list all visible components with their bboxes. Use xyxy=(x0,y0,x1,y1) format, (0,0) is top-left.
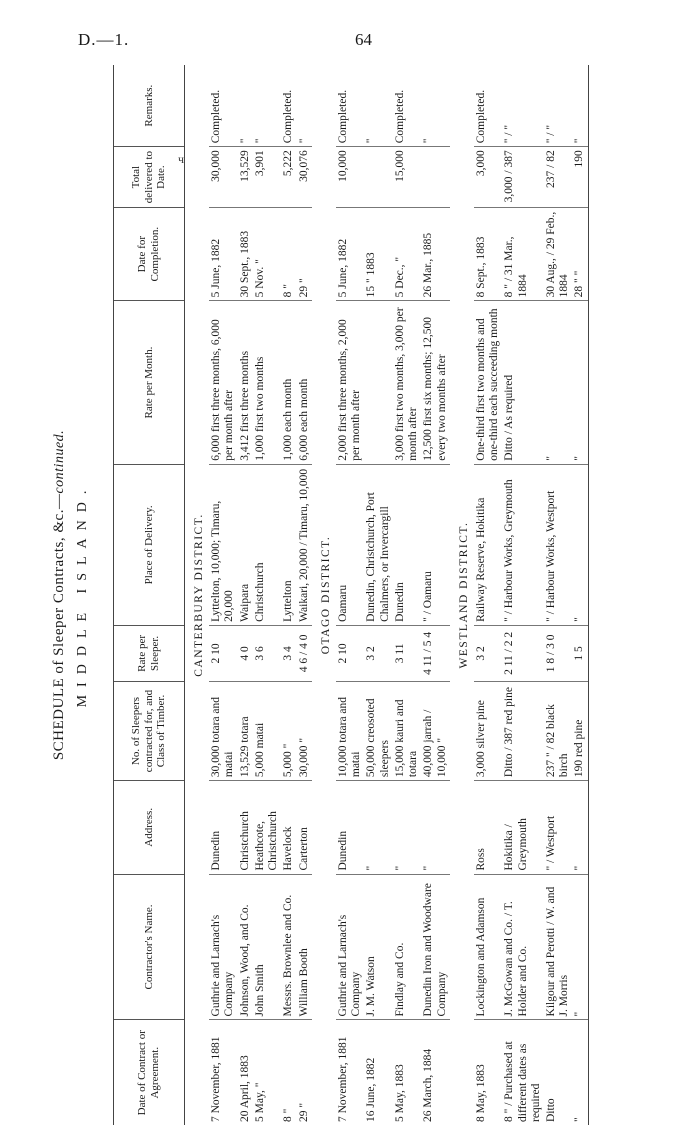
schedule-title-text: SCHEDULE of Sleeper Contracts, &c.— xyxy=(51,493,67,761)
contractor-cell: J. M. Watson xyxy=(364,874,392,1020)
column-header: Rate per Sleeper. xyxy=(114,625,185,681)
schedule-title-suffix: continued. xyxy=(52,429,67,494)
header-row xyxy=(114,65,185,1125)
monthly-rate-cell: " xyxy=(544,301,572,464)
sleepers-cell: 50,000 creosoted sleepers xyxy=(364,681,392,780)
delivery-cell: Lyttelton xyxy=(281,464,296,625)
monthly-rate-cell: 12,500 first six months; 12,500 every two months after xyxy=(421,301,449,464)
contractor-cell: Johnson, Wood, and Co. xyxy=(238,874,253,1020)
date-cell: 7 November, 1881 xyxy=(336,1036,349,1122)
delivery-cell: " / Harbour Works, Westport xyxy=(544,464,572,625)
total-cell: 3,901 xyxy=(253,147,281,208)
table-row xyxy=(253,65,281,1125)
table-row xyxy=(474,65,502,1125)
address-cell: Dunedin xyxy=(336,781,364,874)
sleeper-contracts-table xyxy=(113,65,589,1125)
address-cell: Dunedin xyxy=(209,781,237,874)
sleepers-cell: Ditto / 387 red pine xyxy=(502,681,544,780)
completion-cell: 8 " / 31 Mar., 1884 xyxy=(502,207,544,300)
rate-cell: 3 4 xyxy=(281,625,296,681)
column-header: Address. xyxy=(114,781,185,874)
rate-cell: 1 5 xyxy=(572,625,588,681)
monthly-rate-cell: 1,000 each month xyxy=(281,301,296,464)
remarks-cell: Completed. xyxy=(393,65,421,147)
address-cell: Ross xyxy=(474,781,502,874)
sleepers-cell: 5,000 matai xyxy=(253,681,281,780)
remarks-cell: " xyxy=(297,65,312,147)
column-header: Rate per Month. xyxy=(114,301,185,464)
delivery-cell: Waipara xyxy=(238,464,253,625)
sleepers-cell: 13,529 totara xyxy=(238,681,253,780)
remarks-cell: Completed. xyxy=(336,65,364,147)
sleepers-cell: 190 red pine xyxy=(572,681,588,780)
total-cell: 3,000 xyxy=(474,147,502,208)
date-cell: 20 April, 1883 xyxy=(238,1055,251,1122)
table-row xyxy=(364,65,392,1125)
remarks-cell: " / " xyxy=(544,65,572,147)
monthly-rate-cell: " xyxy=(572,301,588,464)
total-cell: 190 xyxy=(572,147,588,208)
sleepers-cell: 30,000 " xyxy=(297,681,312,780)
monthly-rate-cell: 6,000 each month xyxy=(297,301,312,464)
district-heading: WESTLAND DISTRICT. xyxy=(457,521,470,669)
contractor-cell: Messrs. Brownlee and Co. xyxy=(281,874,296,1020)
table-row xyxy=(238,65,253,1125)
delivery-cell: " / Oamaru xyxy=(421,464,449,625)
address-cell: Carterton xyxy=(297,781,312,874)
column-header: Date of Contract or Agreement. xyxy=(114,1020,185,1125)
remarks-cell: Completed. xyxy=(474,65,502,147)
total-cell: 15,000 xyxy=(393,147,421,208)
completion-cell: 30 Sept., 1883 xyxy=(238,207,253,300)
address-cell: Heathcote, Christchurch xyxy=(253,781,281,874)
completion-cell: 8 Sept., 1883 xyxy=(474,207,502,300)
address-cell: " xyxy=(421,781,449,874)
district-heading: CANTERBURY DISTRICT. xyxy=(193,513,205,677)
sleepers-cell: 15,000 kauri and totara xyxy=(393,681,421,780)
column-header: Remarks. xyxy=(114,65,185,147)
column-header: Total delivered to Date. xyxy=(114,147,185,208)
sleepers-cell: 3,000 silver pine xyxy=(474,681,502,780)
delivery-cell: Dunedin xyxy=(393,464,421,625)
delivery-cell: Lyttelton, 10,000; Timaru, 20,000 xyxy=(209,464,237,625)
sleepers-cell: 5,000 " xyxy=(281,681,296,780)
rate-cell: 4 6 / 4 0 xyxy=(297,625,312,681)
rate-cell: 3 11 xyxy=(393,625,421,681)
sleepers-cell: 10,000 totara and matai xyxy=(336,681,364,780)
column-header: No. of Sleepers contracted for, and Class of Timber. xyxy=(114,681,185,780)
column-header: Contractor's Name. xyxy=(114,874,185,1020)
contractor-cell: Dunedin Iron and Woodware Company xyxy=(421,874,449,1020)
address-cell: " xyxy=(572,781,588,874)
table-row xyxy=(393,65,421,1125)
page-reference: D.—1. xyxy=(78,30,130,49)
delivery-cell: Christchurch xyxy=(253,464,281,625)
address-cell: Christchurch xyxy=(238,781,253,874)
date-cell: 8 May, 1883 xyxy=(474,1064,487,1122)
island-heading: MIDDLE ISLAND. xyxy=(75,482,90,708)
completion-cell: 30 Aug., / 29 Feb., 1884 xyxy=(544,207,572,300)
remarks-cell: Completed. xyxy=(209,65,237,147)
rate-cell: 3 2 xyxy=(474,625,502,681)
total-cell: 237 / 82 xyxy=(544,147,572,208)
address-cell: " xyxy=(393,781,421,874)
contractor-cell: Findlay and Co. xyxy=(393,874,421,1020)
total-cell: 5,222 xyxy=(281,147,296,208)
table-row xyxy=(297,65,312,1125)
completion-cell: 15 " 1883 xyxy=(364,207,392,300)
completion-cell: 5 Dec., " xyxy=(393,207,421,300)
district-heading-row xyxy=(450,65,474,1125)
column-header: Place of Delivery. xyxy=(114,464,185,625)
rate-cell: 3 2 xyxy=(364,625,392,681)
total-cell: 30,000 xyxy=(209,147,237,208)
date-cell: " xyxy=(572,1020,588,1125)
completion-cell: 5 June, 1882 xyxy=(209,207,237,300)
rate-cell: 1 8 / 3 0 xyxy=(544,625,572,681)
table-body xyxy=(185,65,589,1125)
delivery-cell: " xyxy=(572,464,588,625)
total-cell xyxy=(421,147,449,208)
date-cell: 7 November, 1881 xyxy=(210,1036,223,1122)
schedule-title xyxy=(51,65,68,1125)
date-cell: 5 May, " xyxy=(253,1082,266,1122)
remarks-cell: " xyxy=(238,65,253,147)
table-row xyxy=(209,65,237,1125)
contractor-cell: Guthrie and Larnach's Company xyxy=(209,874,237,1020)
total-cell: 13,529 xyxy=(238,147,253,208)
rate-cell: 3 6 xyxy=(253,625,281,681)
remarks-cell: " xyxy=(572,65,588,147)
total-cell: 30,076 xyxy=(297,147,312,208)
rate-cell: 4 0 xyxy=(238,625,253,681)
completion-cell: 26 Mar., 1885 xyxy=(421,207,449,300)
monthly-rate-cell: Ditto / As required xyxy=(502,301,544,464)
monthly-rate-cell: 2,000 first three months, 2,000 per month after xyxy=(336,301,364,464)
completion-cell: 5 June, 1882 xyxy=(336,207,364,300)
district-heading-row xyxy=(185,65,210,1125)
completion-cell: 8 " xyxy=(281,207,296,300)
rate-cell: 2 11 / 2 2 xyxy=(502,625,544,681)
sleepers-cell: 40,000 jarrah / 10,000 " xyxy=(421,681,449,780)
address-cell: " / Westport xyxy=(544,781,572,874)
date-cell: 8 " / Purchased at different dates as required xyxy=(503,1041,542,1122)
table-row xyxy=(502,65,544,1125)
table-row xyxy=(572,65,588,1125)
remarks-cell: " xyxy=(364,65,392,147)
total-cell: 3,000 / 387 xyxy=(502,147,544,208)
contractor-cell: " xyxy=(572,874,588,1020)
completion-cell: 29 " xyxy=(297,207,312,300)
delivery-cell: Oamaru xyxy=(336,464,364,625)
date-cell: Ditto xyxy=(545,1098,558,1122)
date-cell: 8 " xyxy=(282,1108,295,1122)
remarks-cell: Completed. xyxy=(281,65,296,147)
page-number: 64 xyxy=(355,30,372,49)
date-cell: 5 May, 1883 xyxy=(393,1064,406,1122)
delivery-cell: Waikari, 20,000 / Timaru, 10,000 xyxy=(297,464,312,625)
column-header: Date for Completion. xyxy=(114,207,185,300)
rate-cell: 2 10 xyxy=(336,625,364,681)
remarks-cell: " / " xyxy=(502,65,544,147)
table-row xyxy=(421,65,449,1125)
date-cell: 16 June, 1882 xyxy=(365,1057,378,1122)
contractor-cell: Lockington and Adamson xyxy=(474,874,502,1020)
date-cell: 29 " xyxy=(297,1102,310,1122)
address-cell: Hokitika / Greymouth xyxy=(502,781,544,874)
address-cell: " xyxy=(364,781,392,874)
date-cell: 26 March, 1884 xyxy=(422,1048,435,1122)
district-heading-row xyxy=(312,65,336,1125)
remarks-cell: " xyxy=(253,65,281,147)
delivery-cell: Railway Reserve, Hokitika xyxy=(474,464,502,625)
monthly-rate-cell: 3,000 first two months, 3,000 per month after xyxy=(393,301,421,464)
delivery-cell: " / Harbour Works, Greymouth xyxy=(502,464,544,625)
contractor-cell: William Booth xyxy=(297,874,312,1020)
monthly-rate-cell: 1,000 first two months xyxy=(253,301,281,464)
total-cell xyxy=(364,147,392,208)
remarks-cell: " xyxy=(421,65,449,147)
margin-mark: ч xyxy=(178,152,185,166)
monthly-rate-cell: One-third first two months and one-third each succeeding month xyxy=(474,301,502,464)
contractor-cell: Guthrie and Larnach's Company xyxy=(336,874,364,1020)
contractor-cell: J. McGowan and Co. / T. Holder and Co. xyxy=(502,874,544,1020)
contractor-cell: John Smith xyxy=(253,874,281,1020)
address-cell: Havelock xyxy=(281,781,296,874)
contractor-cell: Kilgour and Perotti / W. and J. Morris xyxy=(544,874,572,1020)
completion-cell: 5 Nov. " xyxy=(253,207,281,300)
monthly-rate-cell xyxy=(364,301,392,464)
table-row xyxy=(281,65,296,1125)
rate-cell: 4 11 / 5 4 xyxy=(421,625,449,681)
table-row xyxy=(544,65,572,1125)
monthly-rate-cell: 3,412 first three months xyxy=(238,301,253,464)
rotated-schedule xyxy=(51,65,588,1125)
rate-cell: 2 10 xyxy=(209,625,237,681)
table-row xyxy=(336,65,364,1125)
district-heading: OTAGO DISTRICT. xyxy=(319,535,332,655)
delivery-cell: Dunedin, Christchurch, Port Chalmers, or Invercargill xyxy=(364,464,392,625)
total-cell: 10,000 xyxy=(336,147,364,208)
completion-cell: 28 " " xyxy=(572,207,588,300)
monthly-rate-cell: 6,000 first three months, 6,000 per month after xyxy=(209,301,237,464)
sleepers-cell: 237 " / 82 black birch xyxy=(544,681,572,780)
sleepers-cell: 30,000 totara and matai xyxy=(209,681,237,780)
